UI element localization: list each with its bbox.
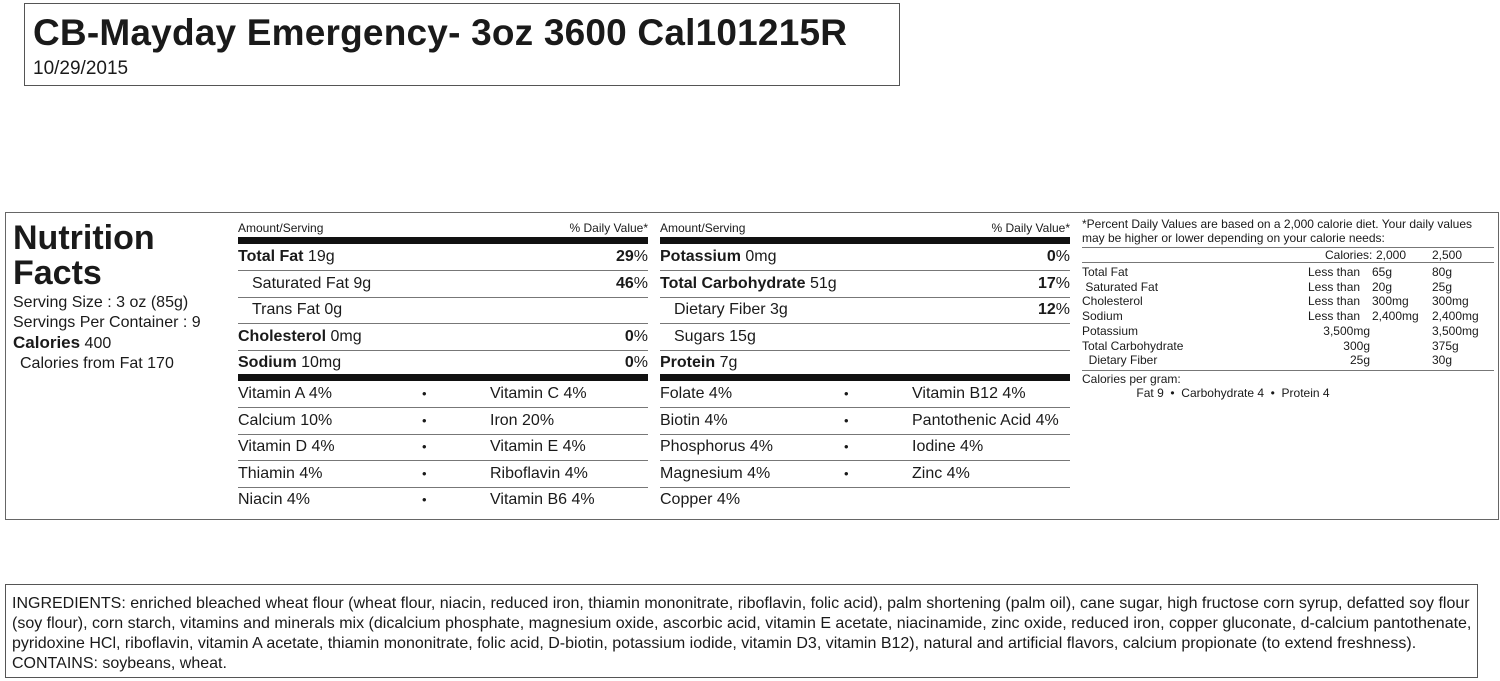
reference-2500-value: 25g — [1432, 279, 1453, 294]
vitamin-item: Vitamin C 4% — [490, 385, 587, 402]
reference-nutrient: Saturated Fat — [1082, 279, 1159, 294]
reference-header-row — [1082, 248, 1494, 263]
product-title: CB-Mayday Emergency- 3oz 3600 Cal101215R — [33, 12, 848, 53]
serving-size: Serving Size : 3 oz (85g) — [13, 294, 189, 311]
reference-2500-value: 300mg — [1432, 294, 1469, 309]
vitamin-row — [660, 434, 1070, 461]
nutrient-label — [252, 271, 371, 297]
daily-value-reference-table — [1082, 248, 1494, 400]
nutrient-name: Potassium — [660, 248, 741, 265]
nutrient-label — [660, 244, 777, 270]
vitamin-row — [660, 461, 1070, 488]
nutrient-amount: 19g — [303, 248, 335, 265]
bullet-separator: • — [844, 465, 849, 481]
nutrient-label — [660, 271, 837, 297]
nutrient-label — [660, 350, 737, 376]
vitamin-item: Vitamin E 4% — [490, 438, 586, 455]
nutrient-name: Sugars — [674, 327, 725, 345]
reference-2500-value: 375g — [1432, 338, 1459, 353]
nutrient-name: Total Carbohydrate — [660, 274, 806, 292]
vitamin-row — [660, 381, 1070, 408]
reference-nutrient: Dietary Fiber — [1082, 353, 1158, 368]
bullet-separator: • — [844, 412, 849, 428]
reference-2000-value: 20g — [1372, 279, 1393, 294]
reference-2000-value: 300g — [1343, 338, 1370, 353]
vitamin-item: Niacin 4% — [238, 491, 311, 508]
nutrient-daily-value — [625, 350, 648, 376]
thick-divider — [238, 237, 648, 244]
reference-2000-value: 3,500mg — [1323, 323, 1370, 338]
column-header — [238, 221, 648, 237]
nutrient-amount: 0mg — [740, 248, 777, 265]
nutrient-amount: 7g — [715, 354, 738, 371]
bullet-separator: • — [422, 492, 427, 507]
percent-sign: % — [1055, 274, 1070, 292]
calories-from-fat: Calories from Fat 170 — [20, 355, 174, 372]
reference-2500-value: 80g — [1432, 265, 1453, 279]
column-header — [660, 221, 1070, 237]
daily-value-number: 0 — [624, 327, 634, 345]
nutrient-row — [660, 350, 1070, 377]
label-date: 10/29/2015 — [33, 58, 129, 79]
percent-sign: % — [1055, 301, 1070, 318]
percent-sign: % — [633, 274, 648, 292]
amount-per-serving-label: Amount/Serving — [660, 221, 746, 235]
nutrient-daily-value — [625, 324, 648, 350]
bullet-separator: • — [422, 439, 427, 454]
reference-qualifier: Less than — [1308, 309, 1361, 324]
percent-sign: % — [633, 327, 648, 345]
nutrient-daily-value — [616, 244, 648, 270]
thick-divider — [660, 237, 1070, 244]
reference-2000-value: 25g — [1349, 353, 1370, 368]
vitamin-item: Vitamin B6 4% — [490, 491, 595, 508]
vitamin-item: Phosphorus 4% — [660, 438, 773, 455]
percent-sign: % — [1055, 248, 1070, 265]
daily-value-number: 0 — [1046, 248, 1056, 265]
nutrient-row — [660, 244, 1070, 271]
reference-nutrient: Total Fat — [1082, 265, 1129, 279]
reference-nutrient: Total Carbohydrate — [1082, 338, 1184, 353]
bullet-separator: • — [844, 386, 849, 401]
nutrient-amount: 0g — [319, 301, 343, 318]
vitamin-row — [238, 461, 648, 488]
daily-value-number: 12 — [1037, 301, 1056, 318]
vitamin-row — [660, 487, 1070, 514]
nutrient-name: Cholesterol — [238, 327, 327, 345]
nutrient-label — [238, 324, 362, 350]
vitamin-item: Pantothenic Acid 4% — [912, 411, 1059, 429]
nutrient-label — [674, 297, 788, 323]
nutrient-row — [238, 271, 648, 298]
calories: Calories 400 — [13, 333, 112, 352]
reference-qualifier: Less than — [1308, 279, 1361, 294]
nutrient-label — [674, 324, 756, 350]
bullet-separator: • — [844, 439, 849, 454]
thick-divider — [238, 374, 648, 381]
reference-row — [1082, 265, 1494, 280]
vitamin-item: Vitamin B12 4% — [912, 385, 1026, 402]
divider — [1082, 262, 1494, 263]
reference-row — [1082, 294, 1494, 309]
daily-value-number: 29 — [615, 248, 634, 265]
bullet-separator: • — [422, 386, 427, 401]
reference-nutrient: Cholesterol — [1082, 294, 1143, 309]
nutrient-name: Total Fat — [238, 248, 304, 265]
vitamin-item: Iron 20% — [490, 411, 555, 429]
ingredients-text: INGREDIENTS: enriched bleached wheat flour (wheat flour, niacin, reduced iron, thiamin mononitrate, riboflavin, folic acid), palm shortening (palm oil), cane sugar, high fructose corn syrup, defatted soy flour (soy flour), corn starch, vitamins and minerals mix (dicalcium phosphate, magnesium oxide, ascorbic acid, vitamin E acetate, niacinamide, zinc oxide, reduced iron, copper gluconate, d-calcium pantothenate, pyridoxine HCl, riboflavin, vitamin A acetate, thiamin mononitrate, folic acid, D-biotin, potassium iodide, vitamin D3, vitamin B12), natural and artificial flavors, calcium propionate (to extend freshness). CONTAINS: soybeans, wheat. — [5, 584, 1478, 678]
vitamin-item: Zinc 4% — [912, 464, 970, 482]
bullet-separator: • — [422, 412, 427, 428]
vitamin-item: Thiamin 4% — [238, 464, 323, 482]
reference-2500-value: 2,400mg — [1432, 309, 1479, 324]
reference-row — [1082, 280, 1494, 295]
reference-qualifier: Less than — [1308, 294, 1361, 309]
nutrient-daily-value — [616, 271, 648, 297]
reference-2000-value: 300mg — [1372, 294, 1409, 309]
nutrient-row — [238, 297, 648, 324]
reference-2000-value: 2,400mg — [1372, 309, 1419, 324]
daily-value-number: 46 — [615, 274, 634, 292]
daily-value-label: % Daily Value* — [991, 221, 1070, 235]
nutrient-amount: 10mg — [296, 354, 342, 371]
reference-row — [1082, 324, 1494, 339]
nutrient-daily-value — [1038, 297, 1070, 323]
nutrient-name: Sodium — [238, 354, 297, 371]
vitamin-item: Biotin 4% — [660, 411, 728, 429]
nutrition-facts-panel — [5, 212, 1499, 520]
divider — [1082, 370, 1494, 371]
nutrient-row — [660, 297, 1070, 324]
reference-2500-value: 3,500mg — [1432, 323, 1479, 338]
reference-nutrient: Potassium — [1082, 323, 1139, 338]
nutrient-row — [238, 324, 648, 351]
calories-per-gram-label: Calories per gram: — [1082, 372, 1181, 386]
reference-2000-value: 65g — [1372, 265, 1393, 279]
nutrient-name: Dietary Fiber — [674, 301, 766, 318]
daily-value-footnote — [1082, 217, 1494, 400]
reference-nutrient: Sodium — [1082, 309, 1123, 324]
daily-value-number: 0 — [624, 354, 634, 371]
reference-qualifier: Less than — [1308, 265, 1361, 279]
percent-sign: % — [633, 354, 648, 371]
vitamin-item: Copper 4% — [660, 491, 741, 508]
nutrient-amount: 0mg — [326, 327, 362, 345]
nutrient-amount: 9g — [348, 274, 372, 292]
calories-2500: 2,500 — [1432, 248, 1463, 262]
nutrient-amount: 3g — [765, 301, 788, 318]
nutrition-summary — [13, 221, 233, 374]
vitamin-item: Magnesium 4% — [660, 464, 771, 482]
reference-row — [1082, 339, 1494, 354]
vitamin-row — [238, 408, 648, 435]
vitamin-item: Vitamin D 4% — [238, 438, 335, 455]
amount-per-serving-label: Amount/Serving — [238, 221, 324, 235]
vitamin-item: Iodine 4% — [912, 438, 984, 455]
vitamin-item: Folate 4% — [660, 385, 733, 402]
percent-sign: % — [633, 248, 648, 265]
nutrition-facts-title: Nutrition Facts — [13, 219, 155, 292]
vitamin-item: Vitamin A 4% — [238, 385, 332, 402]
calories-per-gram-values: Fat 9 • Carbohydrate 4 • Protein 4 — [1136, 386, 1330, 400]
vitamin-row — [238, 381, 648, 408]
nutrient-daily-value — [1047, 244, 1070, 270]
calories-label: Calories: — [1325, 248, 1373, 262]
nutrient-label — [252, 297, 342, 323]
nutrient-name: Trans Fat — [252, 301, 320, 318]
vitamin-row — [238, 487, 648, 514]
nutrient-row — [660, 324, 1070, 351]
daily-value-label: % Daily Value* — [569, 221, 648, 235]
reference-row — [1082, 309, 1494, 324]
vitamin-row — [660, 408, 1070, 435]
vitamin-row — [238, 434, 648, 461]
nutrient-label — [238, 244, 335, 270]
nutrient-amount: 51g — [805, 274, 837, 292]
daily-value-number: 17 — [1037, 274, 1056, 292]
nutrient-row — [238, 350, 648, 377]
nutrient-name: Protein — [660, 354, 716, 371]
reference-row — [1082, 353, 1494, 368]
nutrient-row — [238, 244, 648, 271]
nutrient-name: Saturated Fat — [252, 274, 349, 292]
nutrient-label — [238, 350, 341, 376]
nutrient-daily-value — [1038, 271, 1070, 297]
vitamin-item: Calcium 10% — [238, 411, 333, 429]
thick-divider — [660, 374, 1070, 381]
bullet-separator: • — [422, 465, 427, 481]
footnote-text: *Percent Daily Values are based on a 2,000 calorie diet. Your daily values may be higher or lower depending on your calorie needs: — [1082, 217, 1473, 245]
vitamin-item: Riboflavin 4% — [490, 464, 588, 482]
product-header — [24, 3, 900, 86]
nutrient-row — [660, 271, 1070, 298]
reference-2500-value: 30g — [1432, 353, 1453, 368]
nutrient-amount: 15g — [724, 327, 756, 345]
servings-per-container: Servings Per Container : 9 — [13, 314, 201, 331]
calories-2000: 2,000 — [1376, 248, 1407, 262]
